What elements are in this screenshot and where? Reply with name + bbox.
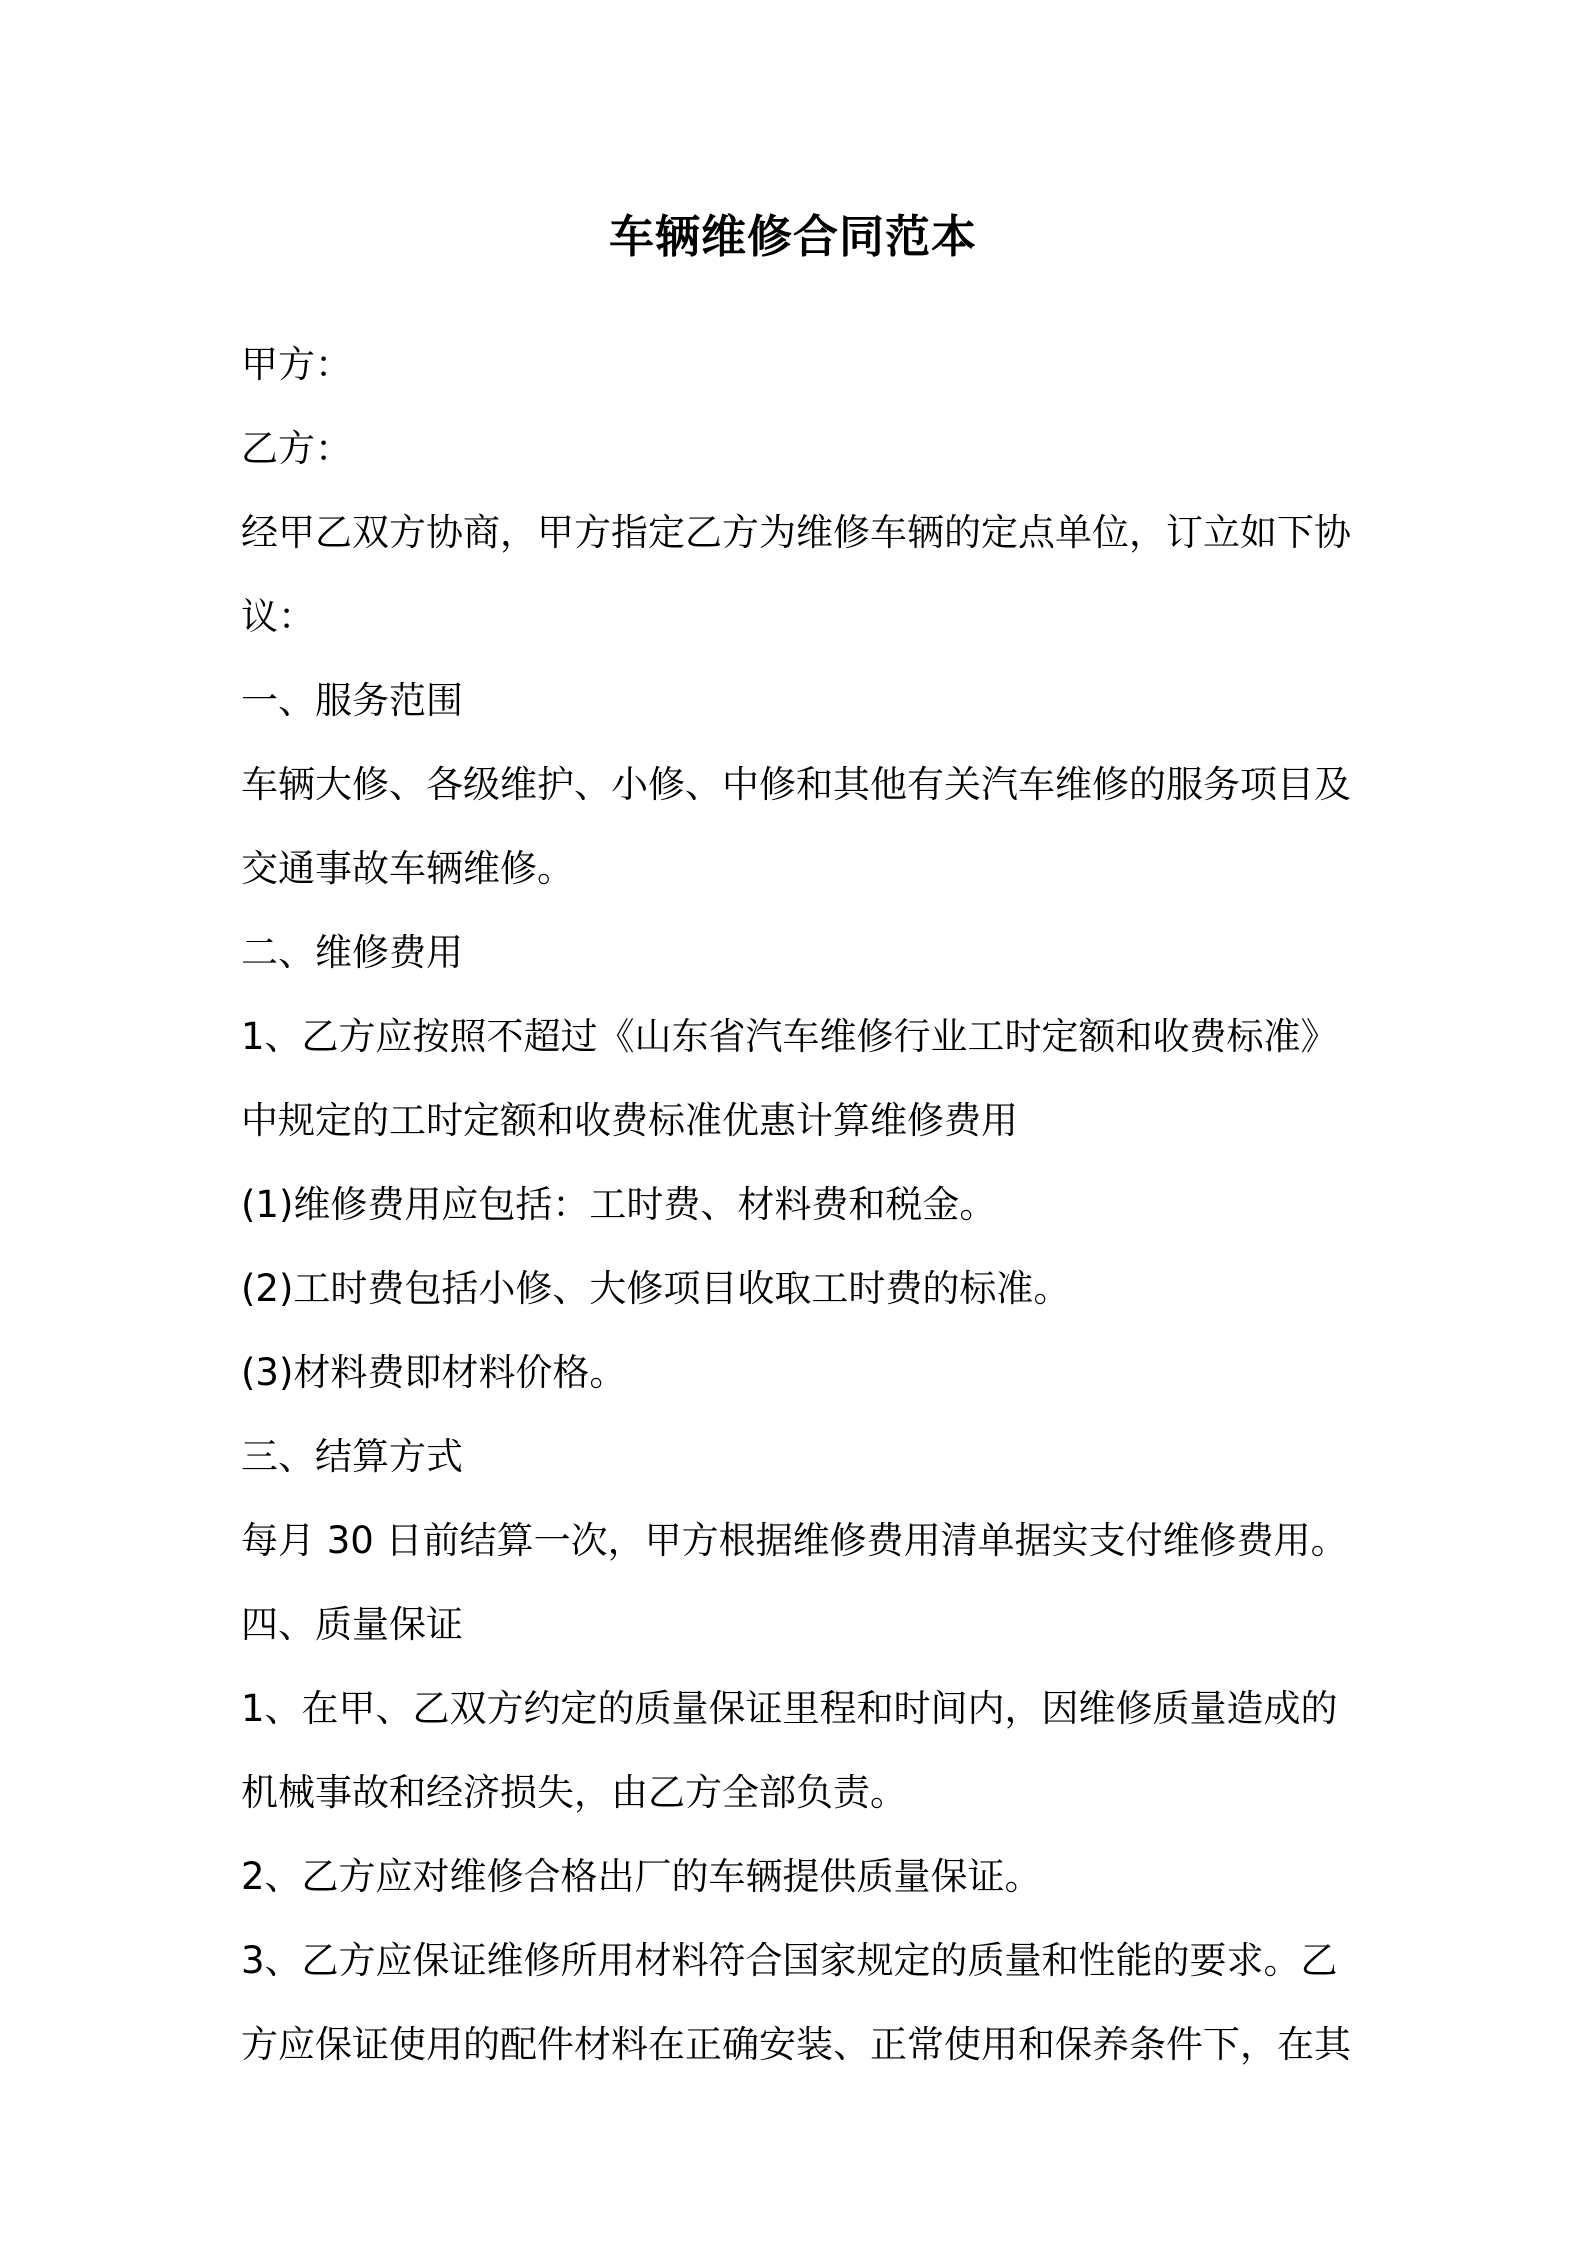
party-b-line: 乙方： [241, 427, 352, 470]
quality-line-5: 方应保证使用的配件材料在正确安装、正常使用和保养条件下，在其 [241, 2023, 1351, 2066]
service-scope-line-2: 交通事故车辆维修。 [241, 847, 574, 890]
party-a-line: 甲方： [241, 343, 352, 386]
repair-fees-line-1: 1、乙方应按照不超过《山东省汽车维修行业工时定额和收费标准》 [241, 1015, 1338, 1058]
section-heading-service-scope: 一、服务范围 [241, 679, 463, 722]
service-scope-line-1: 车辆大修、各级维护、小修、中修和其他有关汽车维修的服务项目及 [241, 763, 1351, 806]
section-heading-quality: 四、质量保证 [241, 1603, 463, 1646]
repair-fees-item-2: (2)工时费包括小修、大修项目收取工时费的标准。 [241, 1267, 1071, 1310]
document-body [241, 323, 1359, 2087]
repair-fees-item-1: (1)维修费用应包括：工时费、材料费和税金。 [241, 1183, 997, 1226]
settlement-line: 每月 30 日前结算一次，甲方根据维修费用清单据实支付维修费用。 [241, 1519, 1348, 1562]
intro-line-1: 经甲乙双方协商，甲方指定乙方为维修车辆的定点单位，订立如下协 [241, 511, 1351, 554]
repair-fees-item-3: (3)材料费即材料价格。 [241, 1351, 627, 1394]
section-heading-repair-fees: 二、维修费用 [241, 931, 463, 974]
quality-line-4: 3、乙方应保证维修所用材料符合国家规定的质量和性能的要求。乙 [241, 1939, 1338, 1982]
quality-line-2: 机械事故和经济损失，由乙方全部负责。 [241, 1771, 907, 1814]
section-heading-settlement: 三、结算方式 [241, 1435, 463, 1478]
intro-line-2: 议： [241, 595, 315, 638]
repair-fees-line-2: 中规定的工时定额和收费标准优惠计算维修费用 [241, 1099, 1018, 1142]
quality-line-1: 1、在甲、乙双方约定的质量保证里程和时间内，因维修质量造成的 [241, 1687, 1338, 1730]
document-title: 车辆维修合同范本 [608, 210, 977, 263]
quality-line-3: 2、乙方应对维修合格出厂的车辆提供质量保证。 [241, 1855, 1042, 1898]
